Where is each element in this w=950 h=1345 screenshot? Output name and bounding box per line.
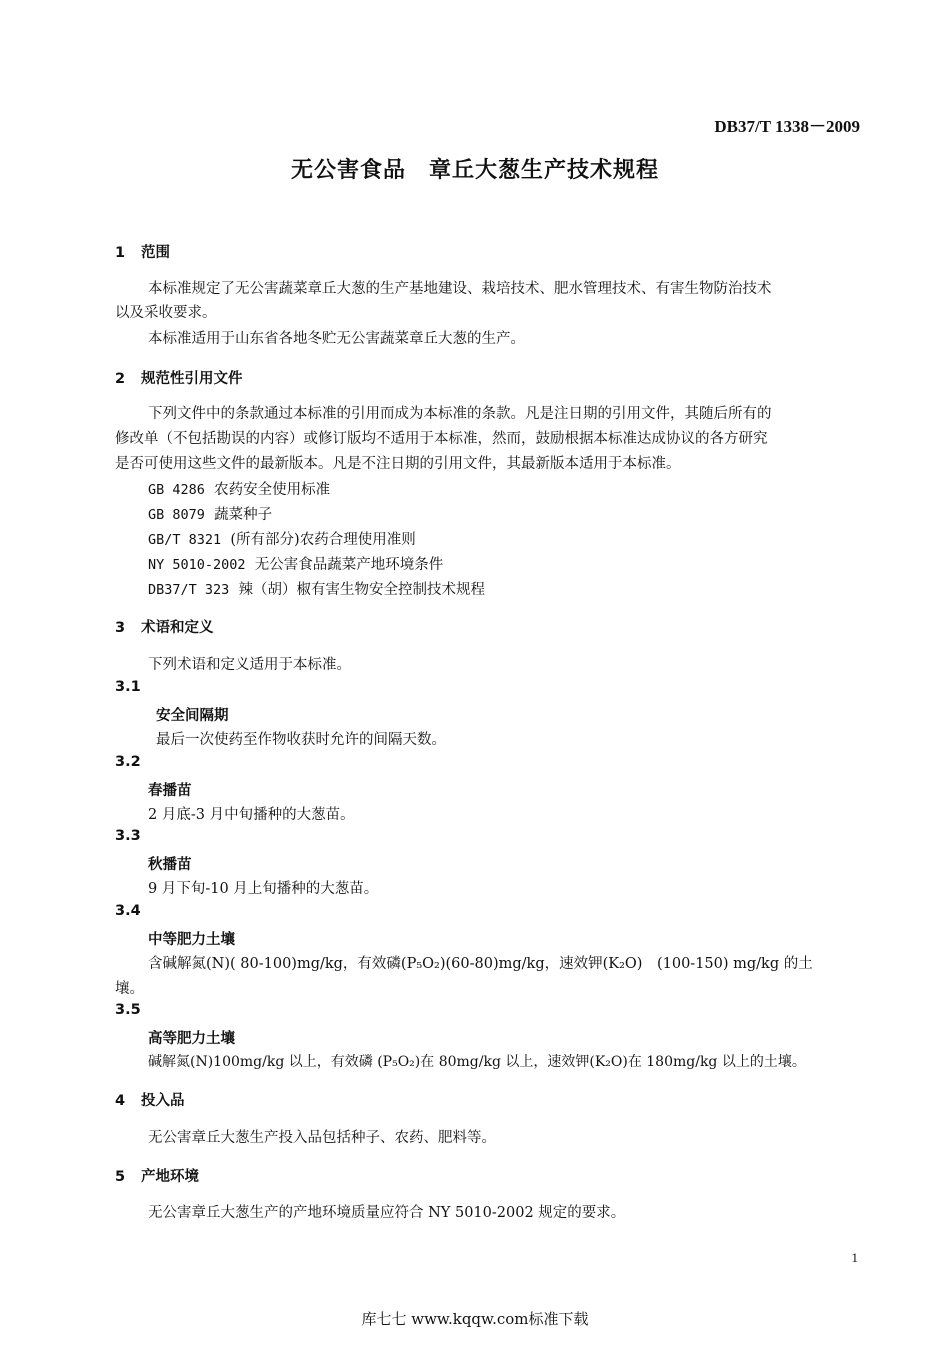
download-footer: 库七七 www.kqqw.com标准下载 [361,1310,589,1328]
section-title: 术语和定义 [141,620,214,636]
section-number: 1 [115,245,126,261]
section-heading [115,1089,185,1110]
reference-name: 无公害食品蔬菜产地环境条件 [254,557,444,573]
term-number: 3.5 [115,1002,141,1018]
section-title: 投入品 [141,1093,185,1109]
term-name: 春播苗 [148,783,192,799]
term-number: 3.3 [115,828,141,844]
term-definition-line: 壤。 [115,981,144,997]
term-definition: 碱解氮(N)100mg/kg 以上，有效磷 (P₅O₂)在 80mg/kg 以上，速效钾(K₂O)在 180mg/kg 以上的土壤。 [148,1054,806,1070]
reference-code: GB 4286 [148,482,205,498]
reference-item [148,528,416,549]
section-title: 规范性引用文件 [141,371,243,387]
reference-code: GB 8079 [148,507,205,523]
paragraph-line: 是否可使用这些文件的最新版本。凡是不注日期的引用文件，其最新版本适用于本标准。 [115,456,681,472]
section-number: 5 [115,1169,126,1185]
reference-code: NY 5010-2002 [148,557,246,573]
paragraph: 本标准适用于山东省各地冬贮无公害蔬菜章丘大葱的生产。 [148,331,525,347]
document-title: 无公害食品 章丘大葱生产技术规程 [290,158,659,183]
term-number: 3.1 [115,679,141,695]
paragraph: 下列术语和定义适用于本标准。 [148,657,351,673]
section-heading [115,367,243,388]
paragraph: 无公害章丘大葱生产的产地环境质量应符合 NY 5010-2002 规定的要求。 [148,1205,626,1221]
term-name: 高等肥力土壤 [148,1031,235,1047]
paragraph-line: 以及采收要求。 [115,305,217,321]
term-definition: 9 月下旬-10 月上旬播种的大葱苗。 [148,881,379,897]
reference-name: 农药安全使用标准 [214,482,331,498]
reference-item [148,503,272,524]
term-definition: 最后一次使药至作物收获时允许的间隔天数。 [156,732,446,748]
section-heading [115,616,214,637]
section-number: 2 [115,371,126,387]
section-heading [115,1165,199,1186]
paragraph-line: 下列文件中的条款通过本标准的引用而成为本标准的条款。凡是注日期的引用文件，其随后所有的 [148,406,772,422]
reference-name: (所有部分)农药合理使用准则 [230,532,416,548]
paragraph-line: 修改单（不包括勘误的内容）或修订版均不适用于本标准，然而，鼓励根据本标准达成协议的各方研究 [115,431,768,447]
paragraph-line: 本标准规定了无公害蔬菜章丘大葱的生产基地建设、栽培技术、肥水管理技术、有害生物防治技术 [148,281,772,297]
reference-name: 蔬菜种子 [214,507,273,523]
section-number: 3 [115,620,126,636]
term-definition-line: 含碱解氮(N)( 80-100)mg/kg，有效磷(P₅O₂)(60-80)mg/kg，速效钾(K₂O) (100-150) mg/kg 的土 [148,956,813,972]
term-definition: 2 月底-3 月中旬播种的大葱苗。 [148,807,355,823]
section-title: 产地环境 [141,1169,199,1185]
term-number: 3.4 [115,903,141,919]
reference-item [148,478,330,499]
section-heading [115,241,170,262]
section-title: 范围 [141,245,170,261]
reference-item [148,578,485,599]
reference-item [148,553,443,574]
reference-code: DB37/T 323 [148,582,230,598]
term-name: 安全间隔期 [156,708,229,724]
reference-code: GB/T 8321 [148,532,222,548]
term-name: 中等肥力土壤 [148,932,235,948]
term-name: 秋播苗 [148,857,192,873]
page-number: 1 [851,1250,858,1265]
reference-name: 辣（胡）椒有害生物安全控制技术规程 [238,582,485,598]
standard-number: DB37/T 1338－2009 [714,117,860,136]
paragraph: 无公害章丘大葱生产投入品包括种子、农药、肥料等。 [148,1130,496,1146]
term-number: 3.2 [115,754,141,770]
section-number: 4 [115,1093,126,1109]
